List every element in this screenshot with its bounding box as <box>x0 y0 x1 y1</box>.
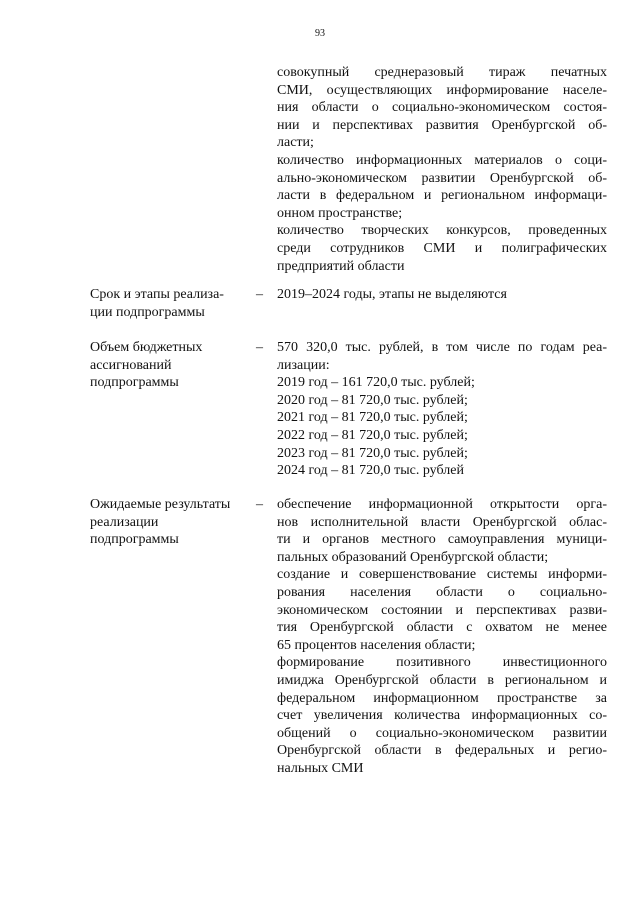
text-line: 2019 год – 161 720,0 тыс. рублей; <box>277 375 475 391</box>
text-line: общений о социально-экономическом развитии <box>277 725 607 741</box>
row-value <box>277 286 607 304</box>
row-label <box>90 339 248 392</box>
text-line: пальных образований Оренбургской области; <box>277 549 549 565</box>
text-line: тия Оренбургской области с охватом не менее <box>277 620 607 636</box>
text-line: 2022 год – 81 720,0 тыс. рублей; <box>277 427 468 443</box>
row-label <box>90 286 248 321</box>
label-line: Ожидаемые результаты <box>90 497 231 512</box>
text-line: ально-экономическом развитии Оренбургской об- <box>277 170 607 186</box>
text-line: среди сотрудников СМИ и полиграфических <box>277 240 607 256</box>
text-line: 2021 год – 81 720,0 тыс. рублей; <box>277 410 468 426</box>
row-dash: – <box>256 340 263 355</box>
label-line: подпрограммы <box>90 532 179 548</box>
text-line: 2019–2024 годы, этапы не выделяются <box>277 287 507 302</box>
text-line: счет увеличения количества информационных со- <box>277 708 607 724</box>
label-line: Срок и этапы реализа- <box>90 287 224 302</box>
text-line: 2020 год – 81 720,0 тыс. рублей; <box>277 392 468 408</box>
row-dash: – <box>256 287 263 302</box>
text-line: предприятий области <box>277 258 405 274</box>
text-line: количество творческих конкурсов, проведенных <box>277 223 607 239</box>
text-line: 2024 год – 81 720,0 тыс. рублей <box>277 463 464 479</box>
row-value <box>277 496 607 778</box>
text-line: совокупный среднеразовый тираж печатных <box>277 65 607 80</box>
text-line: имиджа Оренбургской области в региональном и <box>277 672 607 688</box>
text-line: ти и органов местного самоуправления муници- <box>277 532 607 548</box>
text-line: Оренбургской области в федеральных и регио- <box>277 743 607 759</box>
text-line: ния области о социально-экономическом состоя- <box>277 100 607 116</box>
text-line: нов исполнительной власти Оренбургской облас- <box>277 514 607 530</box>
text-line: онном пространстве; <box>277 205 403 221</box>
text-line: СМИ, осуществляющих информирование населе- <box>277 82 607 98</box>
label-line: реализации <box>90 514 159 530</box>
text-line: ласти; <box>277 135 314 151</box>
text-line: количество информационных материалов о соци- <box>277 152 607 168</box>
text-line: ласти в федеральном и региональном информаци- <box>277 188 607 204</box>
label-line: подпрограммы <box>90 375 179 391</box>
text-line: 65 процентов населения области; <box>277 637 476 653</box>
text-line: нии и перспективах развития Оренбургской об- <box>277 117 607 133</box>
page-number: 93 <box>315 28 325 39</box>
text-line: федеральном информационном пространстве за <box>277 690 607 706</box>
text-line: нальных СМИ <box>277 760 364 776</box>
text-line: 570 320,0 тыс. рублей, в том числе по годам реа- <box>277 340 607 355</box>
label-line: ассигнований <box>90 357 172 373</box>
row-dash: – <box>256 497 263 512</box>
text-line: обеспечение информационной открытости орга- <box>277 497 607 512</box>
label-line: ции подпрограммы <box>90 304 205 320</box>
indicators-text <box>277 64 607 275</box>
text-line: рования населения области о социально- <box>277 584 607 600</box>
text-line: экономическом состоянии и перспективах разви- <box>277 602 607 618</box>
label-line: Объем бюджетных <box>90 340 203 355</box>
row-label <box>90 496 248 549</box>
text-line: 2023 год – 81 720,0 тыс. рублей; <box>277 445 468 461</box>
text-line: лизации: <box>277 357 330 373</box>
text-line: формирование позитивного инвестиционного <box>277 655 607 671</box>
row-value <box>277 339 607 480</box>
text-line: создание и совершенствование системы информи- <box>277 567 607 583</box>
